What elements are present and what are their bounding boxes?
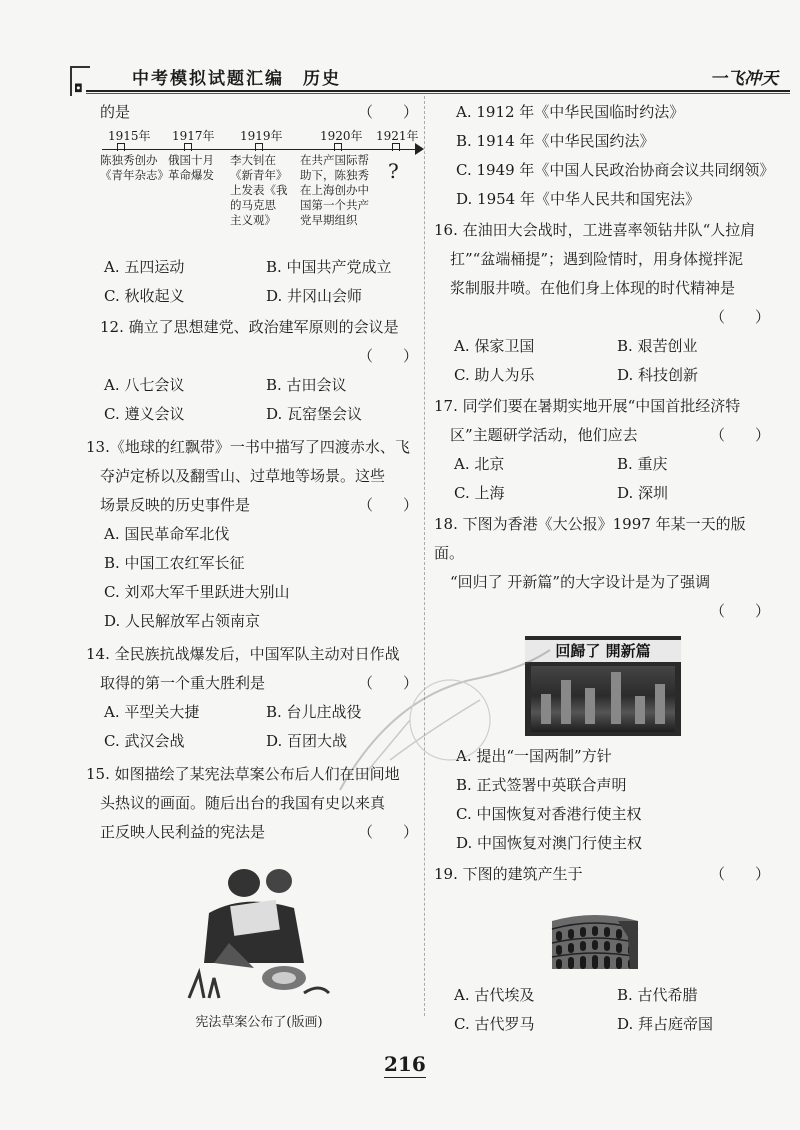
q15-stem xyxy=(86,760,418,847)
q15-text: 正反映人民利益的宪法是 xyxy=(100,823,266,841)
timeline-tick xyxy=(117,143,125,151)
option-item[interactable]: C. 1949 年《中国人民政治协商会议共同纲领》 xyxy=(456,161,775,179)
colosseum-image xyxy=(548,907,642,973)
timeline-event: 俄国十月 革命爆发 xyxy=(168,153,214,182)
pin-icon: ◘ xyxy=(74,82,83,95)
history-timeline xyxy=(100,127,420,253)
answer-paren[interactable]: （ ） xyxy=(357,103,418,121)
option-item[interactable]: B. 重庆 xyxy=(617,455,668,473)
option-item[interactable]: C. 秋收起义 xyxy=(104,287,185,305)
option-item[interactable]: C. 上海 xyxy=(454,484,505,502)
option-item[interactable]: A. 八七会议 xyxy=(104,376,185,394)
q18-stem xyxy=(434,510,770,626)
q13-text: 场景反映的历史事件是 xyxy=(100,496,251,514)
q17-options xyxy=(450,450,770,508)
option-item[interactable]: B. 古田会议 xyxy=(266,376,347,394)
option-item[interactable]: A. 北京 xyxy=(454,455,505,473)
woodcut-figure xyxy=(184,853,334,1033)
q17-stem xyxy=(434,392,770,450)
q16-text: 浆制服井喷。在他们身上体现的时代精神是 xyxy=(450,279,736,297)
option-item[interactable]: D. 中国恢复对澳门行使主权 xyxy=(456,834,643,852)
option-item[interactable]: D. 瓦窑堡会议 xyxy=(266,405,363,423)
q18-text: “回归了 开新篇”的大字设计是为了强调 xyxy=(450,573,711,591)
q18-options xyxy=(450,742,770,858)
option-item[interactable]: C. 刘邓大军千里跃进大别山 xyxy=(104,583,290,601)
header-rule xyxy=(86,90,790,92)
option-item[interactable]: B. 艰苦创业 xyxy=(617,337,698,355)
page-number-text: 216 xyxy=(384,1052,426,1076)
q14-text: 取得的第一个重大胜利是 xyxy=(100,674,266,692)
option-item[interactable]: A. 提出“一国两制”方针 xyxy=(456,747,612,765)
answer-paren[interactable]: （ ） xyxy=(709,602,770,620)
option-item[interactable]: D. 深圳 xyxy=(617,484,669,502)
option-item[interactable]: D. 拜占庭帝国 xyxy=(617,1015,714,1033)
timeline-tick xyxy=(334,143,342,151)
q14-options xyxy=(100,698,418,756)
timeline-event: 在共产国际帮 助下，陈独秀 在上海创办中 国第一个共产 党早期组织 xyxy=(300,153,369,227)
option-item[interactable]: C. 助人为乐 xyxy=(454,366,535,384)
q19-options xyxy=(450,981,770,1039)
timeline-year: 1919年 xyxy=(240,129,283,143)
timeline-year: 1915年 xyxy=(108,129,151,143)
answer-paren[interactable]: （ ） xyxy=(357,674,418,692)
option-item[interactable]: C. 中国恢复对香港行使主权 xyxy=(456,805,642,823)
book-title: 中考模拟试题汇编 历史 xyxy=(132,69,341,89)
option-item[interactable]: B. 正式签署中英联合声明 xyxy=(456,776,627,794)
timeline-arrow-icon xyxy=(415,143,424,155)
q13-text: 13.《地球的红飘带》一书中描写了四渡赤水、飞 xyxy=(86,438,410,456)
q11-stem xyxy=(100,98,418,127)
option-item[interactable]: C. 古代罗马 xyxy=(454,1015,535,1033)
q15-text: 头热议的画面。随后出台的我国有史以来真 xyxy=(100,794,386,812)
answer-paren[interactable]: （ ） xyxy=(709,426,770,444)
page-header xyxy=(70,60,790,94)
q11-stem-text: 的是 xyxy=(100,103,131,121)
q17-text: 17. 同学们要在暑期实地开展“中国首批经济特 xyxy=(434,397,741,415)
option-item[interactable]: D. 井冈山会师 xyxy=(266,287,363,305)
newspaper-headline: 回歸了 開新篇 xyxy=(525,640,681,662)
answer-paren[interactable]: （ ） xyxy=(709,865,770,883)
q16-text: 扛”“盆端桶提”；遇到险情时，用身体搅拌泥 xyxy=(450,250,744,268)
q12-options xyxy=(100,371,418,429)
newspaper-photo xyxy=(531,666,675,732)
q15-options xyxy=(450,98,775,214)
q13-stem xyxy=(86,433,418,520)
option-item[interactable]: C. 遵义会议 xyxy=(104,405,185,423)
timeline-event: 李大钊在 《新青年》 上发表《我 的马克思 主义观》 xyxy=(230,153,288,227)
option-item[interactable]: A. 1912 年《中华民国临时约法》 xyxy=(456,103,685,121)
brand-logo: 一飞冲天 xyxy=(710,69,778,89)
option-item[interactable]: D. 科技创新 xyxy=(617,366,699,384)
timeline-year: 1920年 xyxy=(320,129,363,143)
q14-text: 14. 全民族抗战爆发后，中国军队主动对日作战 xyxy=(86,645,400,663)
option-item[interactable]: D. 人民解放军占领南京 xyxy=(104,612,261,630)
timeline-year: 1917年 xyxy=(172,129,215,143)
option-item[interactable]: B. 1914 年《中华民国约法》 xyxy=(456,132,655,150)
answer-paren[interactable]: （ ） xyxy=(357,496,418,514)
column-divider xyxy=(424,96,425,1016)
timeline-tick xyxy=(255,143,263,151)
timeline-tick xyxy=(184,143,192,151)
q14-stem xyxy=(86,640,418,698)
figure-caption: 宪法草案公布了(版画) xyxy=(195,1015,323,1030)
answer-paren[interactable]: （ ） xyxy=(357,347,418,365)
page-number-underline xyxy=(384,1077,426,1078)
answer-paren[interactable]: （ ） xyxy=(709,308,770,326)
option-item[interactable]: A. 保家卫国 xyxy=(454,337,535,355)
header-rule-thin xyxy=(86,93,790,94)
q19-text: 19. 下图的建筑产生于 xyxy=(434,865,583,883)
timeline-year: 1921年 xyxy=(376,129,419,143)
option-item[interactable]: C. 武汉会战 xyxy=(104,732,185,750)
q11-options xyxy=(100,253,418,311)
timeline-question-mark: ? xyxy=(388,159,399,183)
q13-options xyxy=(100,520,418,636)
option-item[interactable]: B. 古代希腊 xyxy=(617,986,698,1004)
timeline-event: 陈独秀创办 《青年杂志》 xyxy=(100,153,169,182)
option-item[interactable]: B. 台儿庄战役 xyxy=(266,703,362,721)
newspaper-figure xyxy=(525,636,681,736)
option-item[interactable]: A. 古代埃及 xyxy=(454,986,535,1004)
option-item[interactable]: D. 百团大战 xyxy=(266,732,348,750)
option-item[interactable]: A. 国民革命军北伐 xyxy=(104,525,230,543)
q16-stem xyxy=(434,216,770,332)
answer-paren[interactable]: （ ） xyxy=(357,823,418,841)
colosseum-figure xyxy=(548,907,642,973)
q18-text: 18. 下图为香港《大公报》1997 年某一天的版面。 xyxy=(434,515,746,562)
option-item[interactable]: A. 平型关大捷 xyxy=(104,703,200,721)
option-item[interactable]: B. 中国工农红军长征 xyxy=(104,554,245,572)
option-item[interactable]: D. 1954 年《中华人民共和国宪法》 xyxy=(456,190,700,208)
right-column xyxy=(434,98,775,1039)
q16-text: 16. 在油田大会战时，工进喜率领钻井队“人拉肩 xyxy=(434,221,756,239)
q19-stem xyxy=(434,860,770,889)
option-item[interactable]: A. 五四运动 xyxy=(104,258,185,276)
option-item[interactable]: B. 中国共产党成立 xyxy=(266,258,392,276)
q12-text: 12. 确立了思想建党、政治建军原则的会议是 xyxy=(100,318,399,336)
q16-options xyxy=(450,332,770,390)
q17-text: 区”主题研学活动，他们应去 xyxy=(450,426,638,444)
page-number xyxy=(384,1052,426,1076)
timeline-tick xyxy=(392,143,400,151)
q12-stem xyxy=(100,313,418,371)
left-column xyxy=(86,98,419,1033)
q15-text: 15. 如图描绘了某宪法草案公布后人们在田间地 xyxy=(86,765,400,783)
q13-text: 夺泸定桥以及翻雪山、过草地等场景。这些 xyxy=(100,467,386,485)
woodcut-image xyxy=(184,853,334,1003)
